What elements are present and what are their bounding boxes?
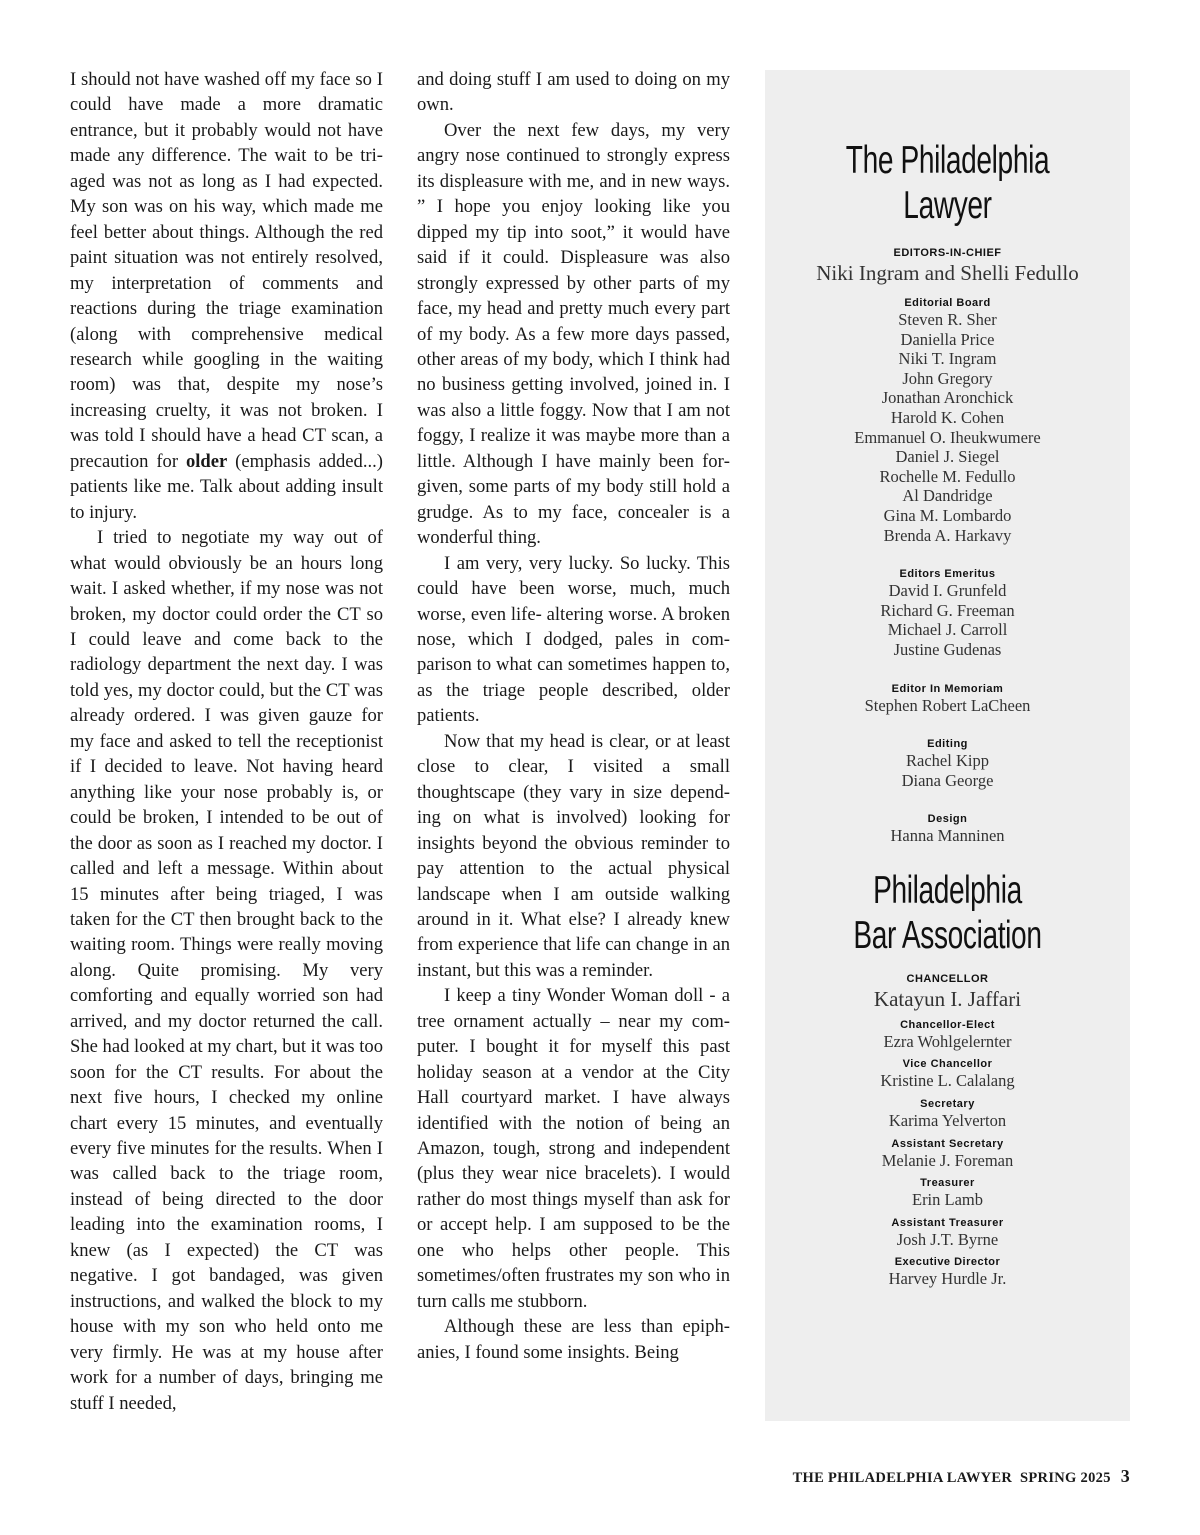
board-member: John Gregory bbox=[902, 368, 993, 388]
board-member: Al Dandridge bbox=[902, 486, 993, 506]
masthead-sidebar bbox=[765, 70, 1130, 1421]
title-line: Bar Association bbox=[853, 913, 1042, 957]
board-member: Emmanuel O. Iheukwumere bbox=[854, 427, 1041, 447]
board-member: Rochelle M. Fedullo bbox=[879, 466, 1016, 486]
emeritus-editor: Michael J. Carroll bbox=[887, 620, 1008, 640]
design-name: Hanna Manninen bbox=[890, 826, 1005, 846]
officer-label: Chancellor-Elect bbox=[900, 1018, 995, 1031]
officer-label: Assistant Secretary bbox=[891, 1137, 1004, 1150]
association-title bbox=[816, 868, 1079, 958]
editors-in-chief-label: EDITORS-IN-CHIEF bbox=[893, 247, 1002, 259]
editors-in-chief-names: Niki Ingram and Shelli Fedullo bbox=[816, 261, 1079, 285]
board-member: Steven R. Sher bbox=[898, 310, 997, 329]
chancellor-name: Katayun I. Jaffari bbox=[873, 986, 1022, 1011]
article-paragraph bbox=[70, 67, 383, 525]
editors-emeritus-label: Editors Emeritus bbox=[899, 568, 996, 581]
design-label: Design bbox=[927, 813, 968, 826]
editing-label: Editing bbox=[927, 738, 968, 751]
board-member: Gina M. Lombardo bbox=[883, 505, 1012, 525]
officer-label: Assistant Treasurer bbox=[891, 1216, 1004, 1229]
article-paragraph: I tried to negotiate my way out of what would obviously be an hours long wait. I asked whether, if my nose was not broken, my doctor could order the CT so I could leave and come back to the radiology department the next day. I was told yes, my doctor could, but the CT was already ordered. I was given gauze for my face and asked to tell the receptionist if I decided to leave. Not having heard anything like your nose probably is, or could be broken, I intended to be out of the door as soon as I reached my doctor. I called and left a message. Within about 15 minutes after being triaged, I was taken for the CT then brought back to the waiting room. Things were really moving along. Quite promising. My very comforting and equally worried son had arrived, and my doctor returned the call. She had looked at my chart, but it was too soon for the CT results. For about the next five hours, I checked my online chart every 15 minutes, and eventually every five minutes for the results. When I was called back to the triage room, instead of being directed to the door leading into the examination rooms, I knew (as I expected) the CT was negative. I got bandaged, was given instructions, and walked the block to my house with my son who held onto me very firmly. He was at my house after work for a number of days, bringing me stuff I needed, bbox=[70, 527, 383, 1414]
officer-name: Melanie J. Foreman bbox=[881, 1150, 1014, 1170]
officer-name: Josh J.T. Byrne bbox=[896, 1229, 999, 1249]
article-paragraph: Although these are less than epiphanies, I found some insights. Being bbox=[417, 1316, 730, 1363]
article-paragraph: Now that my head is clear, or at least close to clear, I visited a small thoughtscape (they vary in size depending on what is involved) looking for insights beyond the obvious reminder to pay attention to the actual physical landscape when I am outside walking around in it. What else? I already knew from experience that life can change in an instant, but this was a reminder. bbox=[417, 730, 730, 981]
paragraph-text: I should not have washed off my face so I could have made a more dramatic entrance, but it probably would not have made any difference. The wait to be triaged was not as long as I had expected. My son was on his way, which made me feel better about things. Although the red paint situation was not entirely resolved, my interpretation of comments and reactions during the triage examination (along with comprehensive medical research while googling in the waiting room) was that, despite my nose’s increasing cruelty, it was not broken. I was told I should have a head CT scan, a precaution for bbox=[70, 69, 383, 472]
officer-name: Harvey Hurdle Jr. bbox=[888, 1269, 1007, 1289]
editors-emeritus-list bbox=[765, 581, 1130, 659]
board-member: Daniella Price bbox=[900, 329, 995, 349]
article-column-1 bbox=[70, 67, 383, 1416]
officer-label: Vice Chancellor bbox=[902, 1058, 993, 1071]
title-line: Lawyer bbox=[903, 184, 992, 227]
editing-name: Rachel Kipp bbox=[906, 751, 989, 771]
title-line: Philadelphia bbox=[873, 868, 1022, 912]
editing-list bbox=[765, 751, 1130, 790]
officer-label: Executive Director bbox=[894, 1256, 1001, 1269]
officer-name: Ezra Wohlgelernter bbox=[883, 1031, 1012, 1051]
page-footer bbox=[793, 1466, 1130, 1487]
editing-name: Diana George bbox=[901, 770, 994, 790]
article-paragraph: Over the next few days, my very angry nose continued to strongly express its displeasure with me, and in new ways. ” I hope you enjoy looking like you dipped my tip into soot,” it would have said if it could. Displeasure was also strongly expressed by other parts of my face, my head and pretty much every part of my body. As a few more days passed, other areas of my body, which I think had no business getting involved, joined in. I was also a little foggy. Now that I am not foggy, I realize it was maybe more than a little. Although I have mainly been forgiven, some parts of my body still hold a grudge. As to my face, concealer is a wonderful thing. bbox=[417, 119, 730, 549]
page-number: 3 bbox=[1120, 1466, 1130, 1486]
emeritus-editor: Richard G. Freeman bbox=[880, 600, 1015, 620]
emeritus-editor: David I. Grunfeld bbox=[888, 581, 1007, 601]
footer-issue: SPRING 2025 bbox=[1020, 1470, 1111, 1486]
publication-title bbox=[816, 138, 1079, 228]
board-member: Jonathan Aronchick bbox=[881, 388, 1014, 408]
board-member: Harold K. Cohen bbox=[890, 407, 1005, 427]
editor-in-memoriam-name: Stephen Robert LaCheen bbox=[864, 695, 1031, 715]
article-column-2 bbox=[417, 67, 730, 1365]
officer-name: Kristine L. Calalang bbox=[880, 1071, 1015, 1091]
officer-name: Karima Yelverton bbox=[888, 1111, 1007, 1131]
editorial-board-label: Editorial Board bbox=[904, 297, 991, 309]
board-member: Niki T. Ingram bbox=[898, 349, 997, 369]
officer-name: Erin Lamb bbox=[911, 1190, 984, 1210]
article-paragraph: I keep a tiny Wonder Woman doll - a tree ornament actually – near my computer. I bought it for myself this past holiday season at a vendor at the City Hall courtyard market. I have always identified with the notion of being an Amazon, tough, strong and independent (plus they wear nice bracelets). I would rather do most things myself than ask for or accept help. I am supposed to be the one who helps other people. This sometimes/often frustrates my son who in turn calls me stubborn. bbox=[417, 985, 730, 1312]
article-paragraph: and doing stuff I am used to doing on my own. bbox=[417, 69, 730, 116]
board-member: Brenda A. Harkavy bbox=[883, 525, 1012, 545]
paragraph-text: (emphasis added...) patients like me. Talk about adding insult to injury. bbox=[70, 450, 383, 523]
emeritus-editor: Justine Gudenas bbox=[893, 639, 1002, 659]
board-member: Daniel J. Siegel bbox=[895, 447, 1000, 467]
emphasized-word: older bbox=[185, 450, 228, 472]
officer-label: Treasurer bbox=[920, 1177, 975, 1190]
chancellor-label: CHANCELLOR bbox=[906, 972, 989, 985]
editor-in-memoriam-label: Editor In Memoriam bbox=[891, 682, 1004, 695]
footer-publication: THE PHILADELPHIA LAWYER bbox=[792, 1470, 1013, 1486]
editorial-board-list bbox=[765, 310, 1130, 545]
officer-label: Secretary bbox=[920, 1098, 975, 1111]
article-paragraph: I am very, very lucky. So lucky. This could have been worse, much, much worse, even life- altering worse. A broken nose, which I dodged, pales in comparison to what can sometimes happen to, as the triage people described, older patients. bbox=[417, 552, 730, 727]
title-line: The Philadelphia bbox=[845, 139, 1050, 182]
